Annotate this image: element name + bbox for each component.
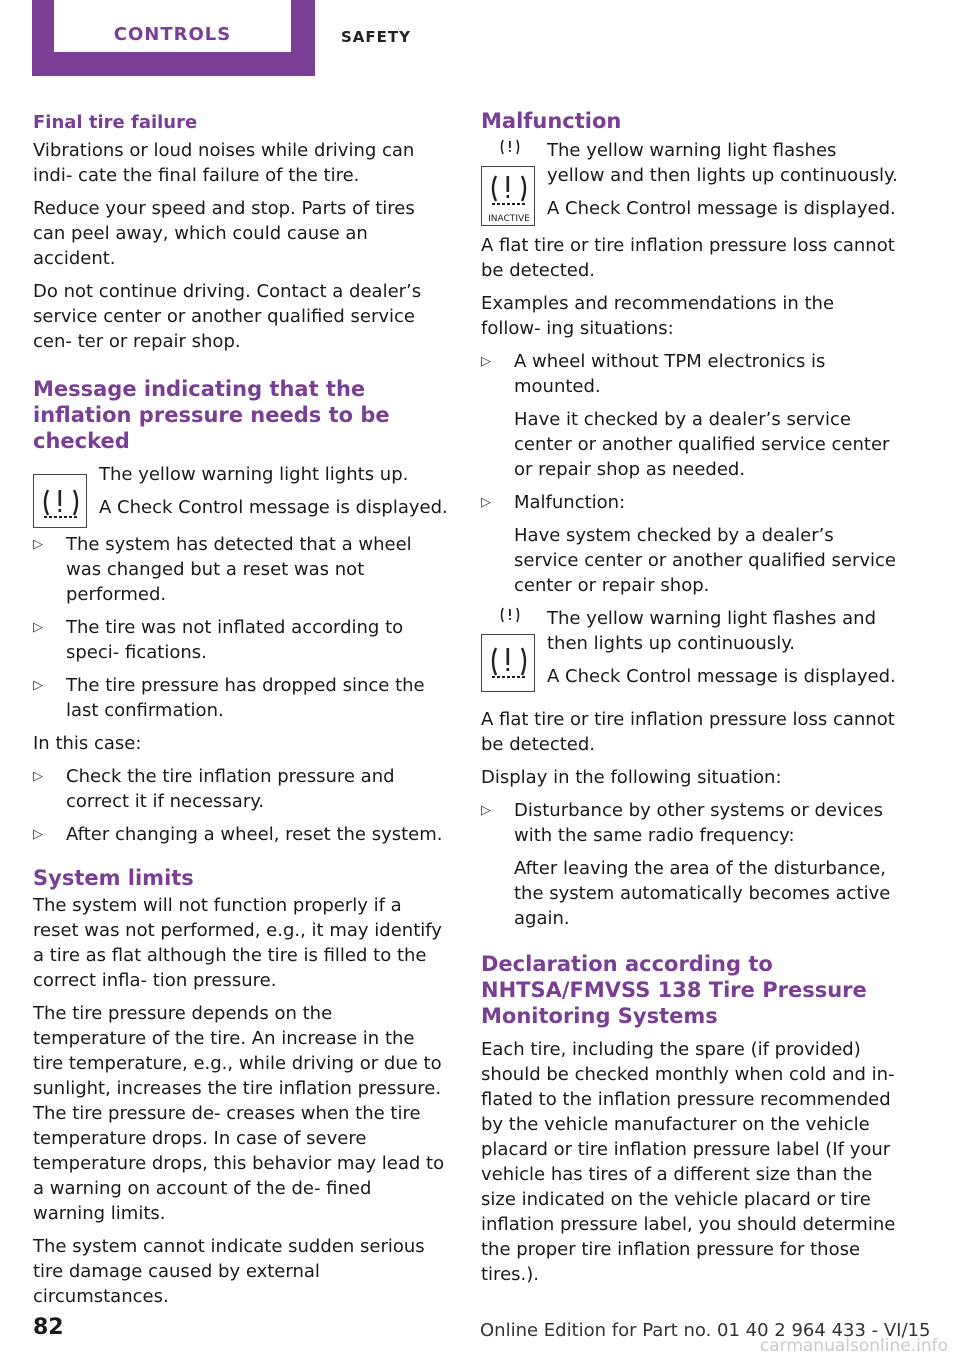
paragraph: Each tire, including the spare (if provided) should be checked monthly when cold and in‐ flated to the inflation pressure recommended by the vehicle manufacturer on the vehicle placard or tire inflation pressure label (If your vehicle has tires of a different size than the size indicated on the vehicle placard or tire inflation pressure label, you should determine the proper tire inflation pressure for those tires.). bbox=[481, 1039, 896, 1285]
page-number: 82 bbox=[33, 1315, 64, 1340]
paragraph: Vibrations or loud noises while driving can indi‐ cate the final failure of the tire. bbox=[33, 140, 415, 186]
warning-icon-group bbox=[481, 606, 537, 692]
paragraph: A flat tire or tire inflation pressure loss cannot be detected. bbox=[481, 235, 895, 281]
list-item-detail: After leaving the area of the disturbance, the system automatically becomes active again. bbox=[514, 858, 891, 929]
malfunction-light-row-2 bbox=[481, 606, 899, 689]
list-item-detail: Have system checked by a dealer’s service center or another qualified service center or repair shop. bbox=[514, 525, 896, 596]
tire-pressure-inactive-icon bbox=[481, 166, 535, 226]
right-column bbox=[481, 108, 899, 1295]
disturbance-list bbox=[481, 798, 899, 931]
tab-safety[interactable]: SAFETY bbox=[341, 28, 411, 46]
paragraph: The system cannot indicate sudden serious tire damage caused by external circumstances. bbox=[33, 1236, 425, 1307]
section-tab-bar bbox=[32, 0, 315, 76]
paragraph: Examples and recommendations in the follow‐ ing situations: bbox=[481, 293, 835, 339]
warning-light-row bbox=[33, 462, 449, 522]
paragraph: A Check Control message is displayed. bbox=[547, 198, 896, 219]
paragraph: The yellow warning light flashes yellow and then lights up continuously. bbox=[547, 140, 898, 186]
warning-text bbox=[547, 138, 899, 221]
tire-pressure-warning-icon bbox=[33, 474, 87, 528]
tab-controls[interactable]: CONTROLS bbox=[54, 0, 291, 52]
warning-text bbox=[99, 462, 449, 520]
cause-list bbox=[33, 532, 449, 723]
paragraph: The yellow warning light lights up. bbox=[99, 464, 409, 485]
action-list bbox=[33, 764, 449, 847]
final-tire-failure-subheading: Final tire failure bbox=[33, 112, 198, 133]
list-item: ▷ After changing a wheel, reset the system. bbox=[33, 822, 449, 847]
paragraph: A Check Control message is displayed. bbox=[99, 497, 448, 518]
system-limits-heading: System limits bbox=[33, 866, 194, 890]
list-item: ▷ A wheel without TPM electronics is mounted. Have it checked by a dealer’s service center or another qualified service center or repair shop as needed. bbox=[481, 349, 899, 482]
list-item: ▷ The system has detected that a wheel was changed but a reset was not performed. bbox=[33, 532, 449, 607]
malfunction-light-row-1 bbox=[481, 138, 899, 224]
nhtsa-declaration-heading: Declaration according to NHTSA/FMVSS 138 Tire Pressure Monitoring Systems bbox=[481, 952, 867, 1028]
list-item: ▷ Disturbance by other systems or devices with the same radio frequency: After leaving the area of the disturbance, the system automatically becomes active again. bbox=[481, 798, 899, 931]
warning-icon-group bbox=[33, 474, 89, 528]
list-item: ▷ Check the tire inflation pressure and correct it if necessary. bbox=[33, 764, 449, 814]
inflation-check-heading: Message indicating that the inflation pressure needs to be checked bbox=[33, 377, 390, 453]
paragraph: Display in the following situation: bbox=[481, 767, 782, 788]
list-item: ▷ The tire pressure has dropped since the last confirmation. bbox=[33, 673, 449, 723]
paragraph: The tire pressure depends on the temperature of the tire. An increase in the tire temperature, e.g., while driving or due to sunlight, increases the tire inflation pressure. The tire pressure de‐ creases when the tire temperature drops. In case of severe temperature drops, this behavior may lead to a warning on account of the de‐ fined warning limits. bbox=[33, 1003, 445, 1224]
tire-pressure-warning-icon bbox=[481, 634, 535, 692]
tire-indicator-icon bbox=[481, 606, 535, 628]
inactive-label: INACTIVE bbox=[488, 214, 530, 224]
left-column bbox=[33, 108, 449, 1317]
list-item: ▷ The tire was not inflated according to speci‐ fications. bbox=[33, 615, 449, 665]
paragraph: Do not continue driving. Contact a dealer’s service center or another qualified service cen‐ ter or repair shop. bbox=[33, 281, 422, 352]
malfunction-heading: Malfunction bbox=[481, 109, 622, 133]
warning-icon-group bbox=[481, 138, 537, 226]
paragraph: The system will not function properly if a reset was not performed, e.g., it may identify a tire as flat although the tire is filled to the correct infla‐ tion pressure. bbox=[33, 895, 442, 991]
watermark: carmanualsonline.info bbox=[759, 1336, 948, 1356]
paragraph: The yellow warning light flashes and then lights up continuously. bbox=[547, 608, 876, 654]
paragraph: A flat tire or tire inflation pressure loss cannot be detected. bbox=[481, 709, 895, 755]
paragraph: Reduce your speed and stop. Parts of tires can peel away, which could cause an accident. bbox=[33, 198, 415, 269]
tire-indicator-icon bbox=[481, 138, 535, 160]
paragraph: In this case: bbox=[33, 733, 142, 754]
list-item: ▷ Malfunction: Have system checked by a dealer’s service center or another qualified service center or repair shop. bbox=[481, 490, 899, 598]
warning-text bbox=[547, 606, 899, 689]
paragraph: A Check Control message is displayed. bbox=[547, 666, 896, 687]
malfunction-situation-list bbox=[481, 349, 899, 598]
edition-footer: Online Edition for Part no. 01 40 2 964 433 - VI/15 bbox=[480, 1320, 931, 1341]
list-item-detail: Have it checked by a dealer’s service center or another qualified service center or repair shop as needed. bbox=[514, 409, 890, 480]
